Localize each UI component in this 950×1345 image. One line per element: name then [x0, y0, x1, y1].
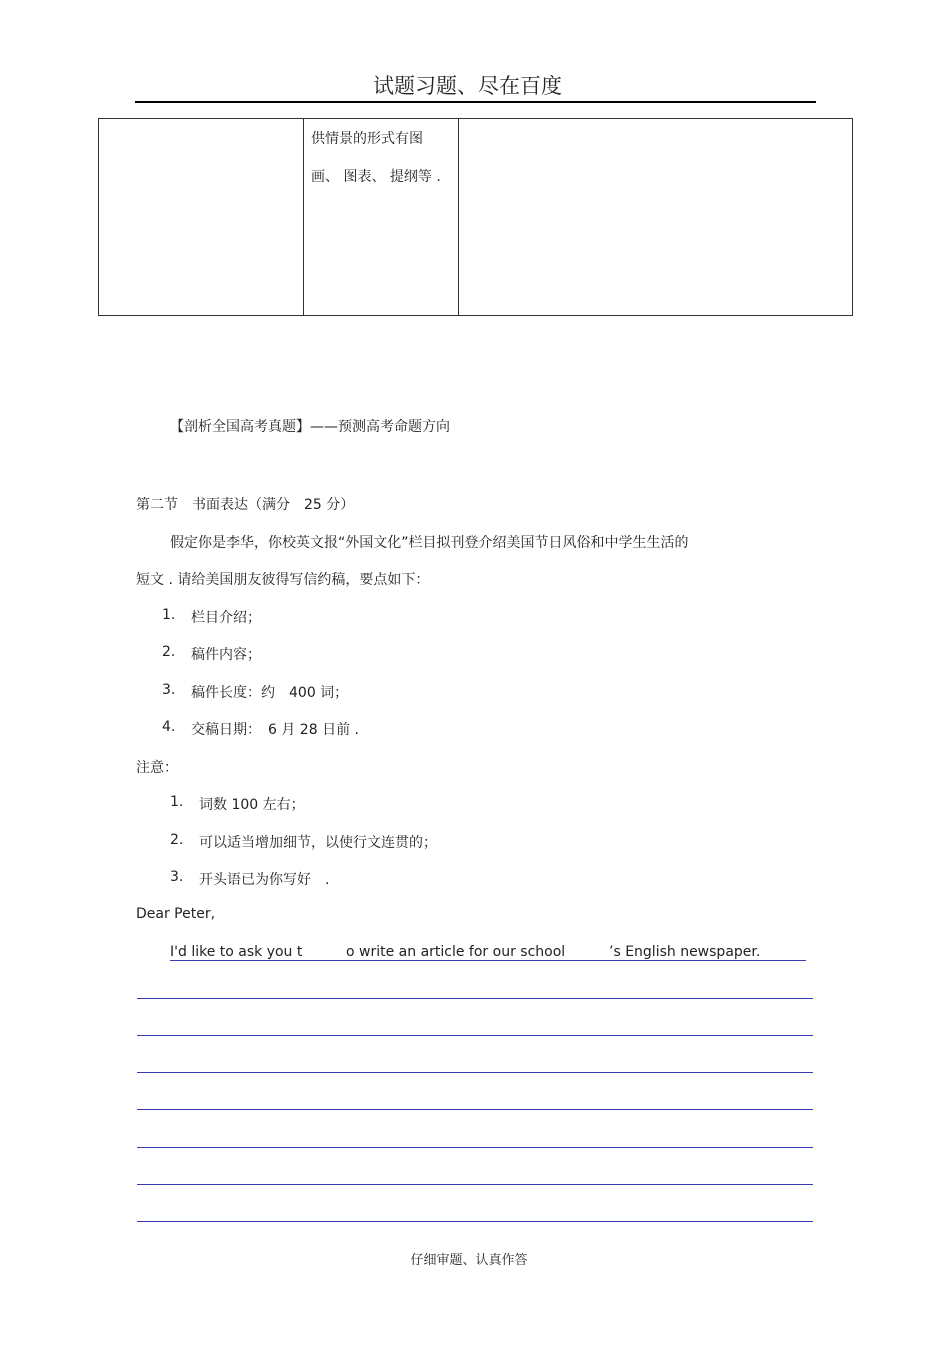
notes-label: 注意： [136, 760, 178, 776]
point-text: 稿件内容； [191, 647, 261, 663]
prompt-line: 短文 . 请给美国朋友彼得写信约稿，要点如下： [136, 572, 430, 588]
point-text: 栏目介绍； [191, 610, 261, 626]
table-cell-line: 画、 图表、 提纲等 . [311, 169, 441, 185]
section-heading: 【剖析全国高考真题】——预测高考命题方向 [170, 419, 450, 435]
section2-title: 第二节 书面表达（满分 25 分） [136, 497, 355, 513]
note-number: 2. [170, 832, 184, 848]
point-text: 稿件长度：约 400 词； [191, 685, 349, 701]
answer-line [137, 1221, 813, 1222]
note-text: 词数 100 左右； [199, 797, 305, 813]
page-header-title: 试题习题、尽在百度 [373, 74, 562, 98]
opening-sentence-part: o write an article for our school [346, 944, 566, 960]
table-cell-line: 供情景的形式有图 [311, 131, 423, 147]
table-column-divider [458, 119, 459, 315]
answer-line [137, 1035, 813, 1036]
answer-line [170, 960, 806, 961]
answer-line [137, 1147, 813, 1148]
answer-line [137, 998, 813, 999]
page-footer: 仔细审题、认真作答 [410, 1253, 528, 1268]
answer-line [137, 1109, 813, 1110]
answer-line [137, 1184, 813, 1185]
table-column-divider [303, 119, 304, 315]
answer-line [137, 1072, 813, 1073]
point-number: 1. [162, 607, 176, 623]
point-number: 2. [162, 644, 176, 660]
point-text: 交稿日期： 6 月 28 日前 . [191, 722, 359, 738]
info-table [98, 118, 853, 316]
note-text: 可以适当增加细节，以使行文连贯的； [199, 835, 437, 851]
header-rule [135, 101, 816, 103]
opening-sentence-part: ’s English newspaper. [609, 944, 761, 960]
note-number: 3. [170, 869, 184, 885]
note-number: 1. [170, 794, 184, 810]
salutation: Dear Peter, [136, 906, 216, 922]
prompt-line: 假定你是李华，你校英文报“外国文化”栏目拟刊登介绍美国节日风俗和中学生生活的 [170, 535, 689, 551]
opening-sentence-part: I'd like to ask you t [170, 944, 303, 960]
point-number: 4. [162, 719, 176, 735]
point-number: 3. [162, 682, 176, 698]
note-text: 开头语已为你写好 . [199, 872, 330, 888]
